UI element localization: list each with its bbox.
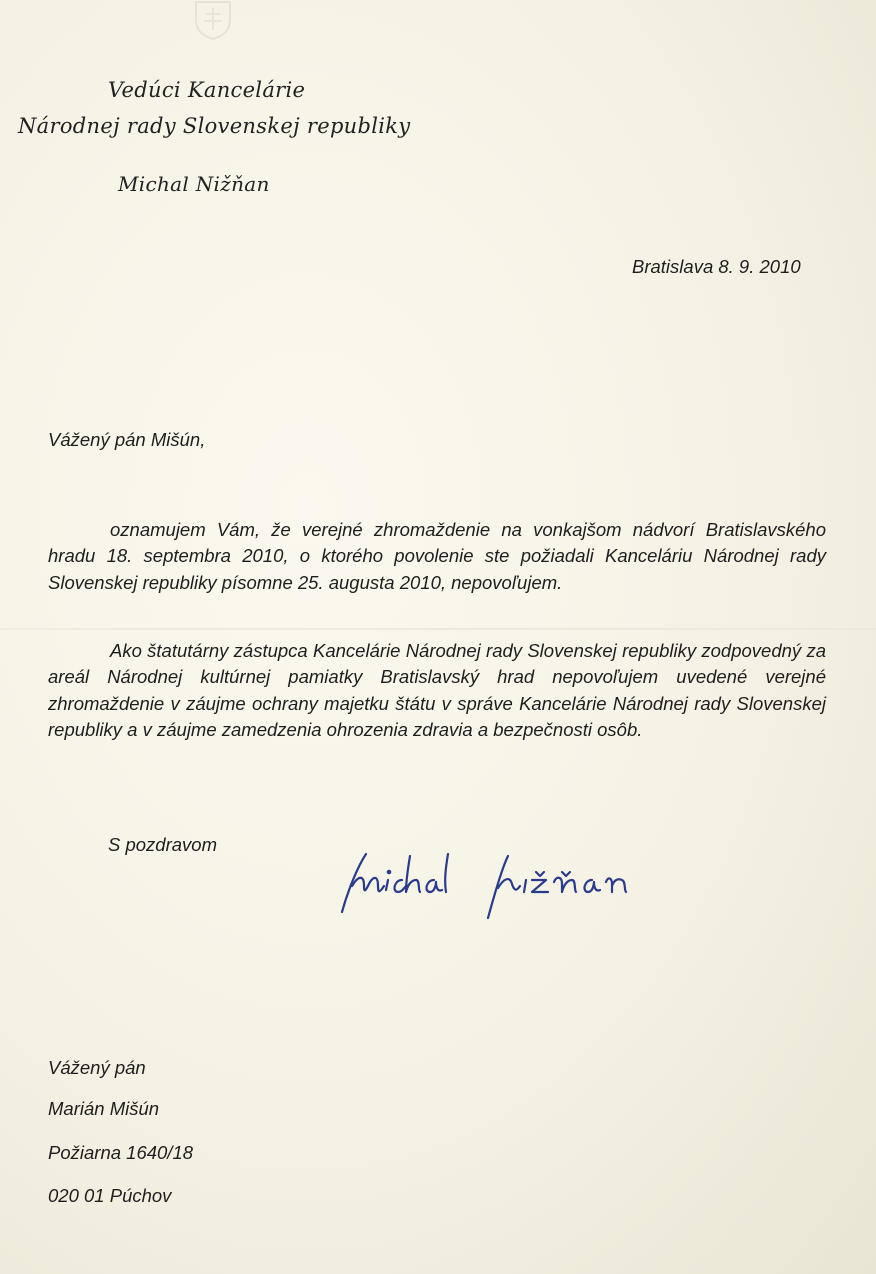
body-paragraph-1: oznamujem Vám, že verejné zhromaždenie na vonkajšom nádvorí Bratislavského hradu 18. septembra 2010, o ktorého povolenie ste požiadali Kanceláriu Národnej rady Slovenskej republiky písomne 25. augusta 2010, nepovoľujem. [48,519,826,593]
salutation: Vážený pán Mišún, [48,429,206,450]
handwritten-signature [336,846,636,926]
letterhead-institution: Národnej rady Slovenskej republiky [18,114,411,138]
letter-date: Bratislava 8. 9. 2010 [632,256,801,277]
recipient-salutation: Vážený pán [48,1057,146,1078]
closing: S pozdravom [108,834,217,855]
letterhead-name: Michal Nižňan [118,172,270,196]
letterhead-title: Vedúci Kancelárie [108,78,306,102]
recipient-name: Marián Mišún [48,1098,160,1119]
recipient-street: Požiarna 1640/18 [48,1142,194,1163]
recipient-city: 020 01 Púchov [48,1185,172,1206]
body-paragraph-2: Ako štatutárny zástupca Kancelárie Národnej rady Slovenskej republiky zodpovedný za areál Národnej kultúrnej pamiatky Bratislavský hrad nepovoľujem uvedené verejné zhromaždenie v záujme ochrany majetku štátu v správe Kancelárie Národnej rady Slovenskej republiky a v záujme zamedzenia ohrozenia zdravia a bezpečnosti osôb. [48,640,826,740]
embossed-emblem-icon [192,0,234,40]
